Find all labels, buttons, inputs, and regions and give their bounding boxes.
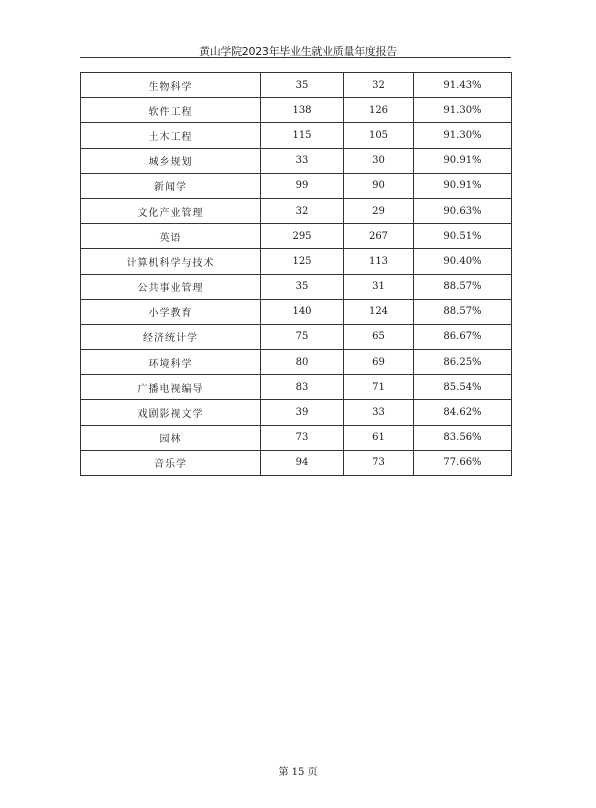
employment-rate-cell: 90.91% bbox=[414, 148, 512, 173]
employed-count-cell: 65 bbox=[344, 324, 414, 349]
graduates-count-cell: 99 bbox=[261, 173, 344, 198]
page-number: 第 15 页 bbox=[278, 767, 318, 778]
table-row bbox=[81, 73, 512, 98]
graduates-count-cell: 73 bbox=[261, 425, 344, 450]
graduates-count-cell: 33 bbox=[261, 148, 344, 173]
graduates-count-cell: 138 bbox=[261, 98, 344, 123]
header-divider bbox=[80, 57, 511, 58]
major-name-cell: 英语 bbox=[81, 224, 261, 249]
major-name-cell: 计算机科学与技术 bbox=[81, 249, 261, 274]
table-row bbox=[81, 148, 512, 173]
graduates-count-cell: 35 bbox=[261, 274, 344, 299]
employed-count-cell: 71 bbox=[344, 375, 414, 400]
employed-count-cell: 30 bbox=[344, 148, 414, 173]
employment-rate-cell: 77.66% bbox=[414, 450, 512, 475]
graduates-count-cell: 39 bbox=[261, 400, 344, 425]
major-name-cell: 小学教育 bbox=[81, 299, 261, 324]
graduates-count-cell: 94 bbox=[261, 450, 344, 475]
major-name-cell: 音乐学 bbox=[81, 450, 261, 475]
employment-rate-table bbox=[80, 72, 512, 476]
employed-count-cell: 69 bbox=[344, 350, 414, 375]
employed-count-cell: 61 bbox=[344, 425, 414, 450]
major-name-cell: 经济统计学 bbox=[81, 324, 261, 349]
graduates-count-cell: 295 bbox=[261, 224, 344, 249]
employed-count-cell: 267 bbox=[344, 224, 414, 249]
table-row bbox=[81, 324, 512, 349]
employment-rate-cell: 90.40% bbox=[414, 249, 512, 274]
employment-rate-cell: 88.57% bbox=[414, 274, 512, 299]
employment-rate-cell: 90.51% bbox=[414, 224, 512, 249]
table-row bbox=[81, 425, 512, 450]
graduates-count-cell: 83 bbox=[261, 375, 344, 400]
graduates-count-cell: 140 bbox=[261, 299, 344, 324]
employed-count-cell: 113 bbox=[344, 249, 414, 274]
major-name-cell: 广播电视编导 bbox=[81, 375, 261, 400]
employment-rate-cell: 88.57% bbox=[414, 299, 512, 324]
employed-count-cell: 33 bbox=[344, 400, 414, 425]
table-row bbox=[81, 249, 512, 274]
employment-rate-cell: 86.25% bbox=[414, 350, 512, 375]
employed-count-cell: 105 bbox=[344, 123, 414, 148]
employment-rate-cell: 84.62% bbox=[414, 400, 512, 425]
employed-count-cell: 73 bbox=[344, 450, 414, 475]
major-name-cell: 园林 bbox=[81, 425, 261, 450]
graduates-count-cell: 75 bbox=[261, 324, 344, 349]
employment-rate-cell: 90.63% bbox=[414, 198, 512, 223]
major-name-cell: 城乡规划 bbox=[81, 148, 261, 173]
table-row bbox=[81, 450, 512, 475]
table-row bbox=[81, 173, 512, 198]
graduates-count-cell: 80 bbox=[261, 350, 344, 375]
report-header-title: 黄山学院2023年毕业生就业质量年度报告 bbox=[199, 45, 397, 58]
employed-count-cell: 90 bbox=[344, 173, 414, 198]
employed-count-cell: 126 bbox=[344, 98, 414, 123]
graduates-count-cell: 125 bbox=[261, 249, 344, 274]
employment-rate-cell: 91.30% bbox=[414, 123, 512, 148]
major-name-cell: 生物科学 bbox=[81, 73, 261, 98]
graduates-count-cell: 35 bbox=[261, 73, 344, 98]
employment-rate-cell: 86.67% bbox=[414, 324, 512, 349]
table-row bbox=[81, 299, 512, 324]
table-row bbox=[81, 123, 512, 148]
major-name-cell: 戏剧影视文学 bbox=[81, 400, 261, 425]
employment-rate-cell: 85.54% bbox=[414, 375, 512, 400]
major-name-cell: 公共事业管理 bbox=[81, 274, 261, 299]
table-row bbox=[81, 400, 512, 425]
table-row bbox=[81, 98, 512, 123]
graduates-count-cell: 115 bbox=[261, 123, 344, 148]
table-row bbox=[81, 274, 512, 299]
table-row bbox=[81, 350, 512, 375]
employment-rate-cell: 91.30% bbox=[414, 98, 512, 123]
employed-count-cell: 31 bbox=[344, 274, 414, 299]
employment-rate-cell: 83.56% bbox=[414, 425, 512, 450]
employment-rate-cell: 90.91% bbox=[414, 173, 512, 198]
major-name-cell: 环境科学 bbox=[81, 350, 261, 375]
table-row bbox=[81, 198, 512, 223]
major-name-cell: 新闻学 bbox=[81, 173, 261, 198]
major-name-cell: 土木工程 bbox=[81, 123, 261, 148]
table-row bbox=[81, 224, 512, 249]
employment-rate-cell: 91.43% bbox=[414, 73, 512, 98]
employed-count-cell: 124 bbox=[344, 299, 414, 324]
employed-count-cell: 32 bbox=[344, 73, 414, 98]
table-row bbox=[81, 375, 512, 400]
major-name-cell: 软件工程 bbox=[81, 98, 261, 123]
major-name-cell: 文化产业管理 bbox=[81, 198, 261, 223]
graduates-count-cell: 32 bbox=[261, 198, 344, 223]
employed-count-cell: 29 bbox=[344, 198, 414, 223]
